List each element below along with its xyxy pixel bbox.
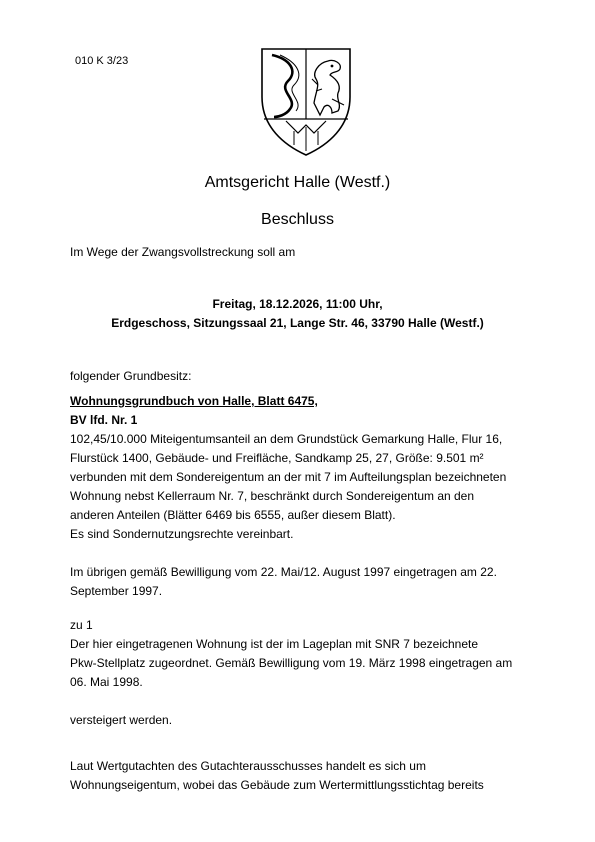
zu1-paragraph xyxy=(70,616,540,692)
property-description xyxy=(70,430,540,544)
text-line: Flurstück 1400, Gebäude- und Freifläche, Sandkamp 25, 27, Größe: 9.501 m² xyxy=(70,451,484,465)
text-line: Es sind Sondernutzungsrechte vereinbart. xyxy=(70,527,294,541)
text-line: 06. Mai 1998. xyxy=(70,675,143,689)
text-line: Der hier eingetragenen Wohnung ist der im Lageplan mit SNR 7 bezeichnete xyxy=(70,637,479,651)
termin-place: Erdgeschoss, Sitzungssaal 21, Lange Str. 46, 33790 Halle (Westf.) xyxy=(111,316,484,330)
coat-of-arms-icon xyxy=(258,45,354,157)
text-line: Im übrigen gemäß Bewilligung vom 22. Mai/12. August 1997 eingetragen am 22. xyxy=(70,565,497,579)
court-name: Amtsgericht Halle (Westf.) xyxy=(204,174,391,191)
bv-label: BV lfd. Nr. 1 xyxy=(70,413,138,427)
text-line: Pkw-Stellplatz zugeordnet. Gemäß Bewilligung vom 19. März 1998 eingetragen am xyxy=(70,656,513,670)
text-line: Wohnungseigentum, wobei das Gebäude zum Wertermittlungsstichtag bereits xyxy=(70,778,484,792)
intro-paragraph: Im Wege der Zwangsvollstreckung soll am xyxy=(70,245,296,259)
wohnungsgrundbuch-title: Wohnungsgrundbuch von Halle, Blatt 6475, xyxy=(70,394,318,408)
text-line: September 1997. xyxy=(70,584,163,598)
termin-date: Freitag, 18.12.2026, 11:00 Uhr, xyxy=(212,297,383,311)
text-line: anderen Anteilen (Blätter 6469 bis 6555, außer diesem Blatt). xyxy=(70,508,396,522)
gutachten-paragraph xyxy=(70,757,540,795)
versteigert-line: versteigert werden. xyxy=(70,713,173,727)
document-heading: Beschluss xyxy=(261,211,334,228)
text-line: zu 1 xyxy=(70,618,93,632)
text-line: Wohnung nebst Kellerraum Nr. 7, beschränkt durch Sondereigentum an den xyxy=(70,489,475,503)
aktenzeichen: 010 K 3/23 xyxy=(75,55,129,67)
grundbesitz-label: folgender Grundbesitz: xyxy=(70,369,192,383)
text-line: Laut Wertgutachten des Gutachterausschusses handelt es sich um xyxy=(70,759,426,773)
bewilligung-paragraph xyxy=(70,563,540,601)
text-line: verbunden mit dem Sondereigentum an der mit 7 im Aufteilungsplan bezeichneten xyxy=(70,470,507,484)
text-line: 102,45/10.000 Miteigentumsanteil an dem Grundstück Gemarkung Halle, Flur 16, xyxy=(70,432,503,446)
